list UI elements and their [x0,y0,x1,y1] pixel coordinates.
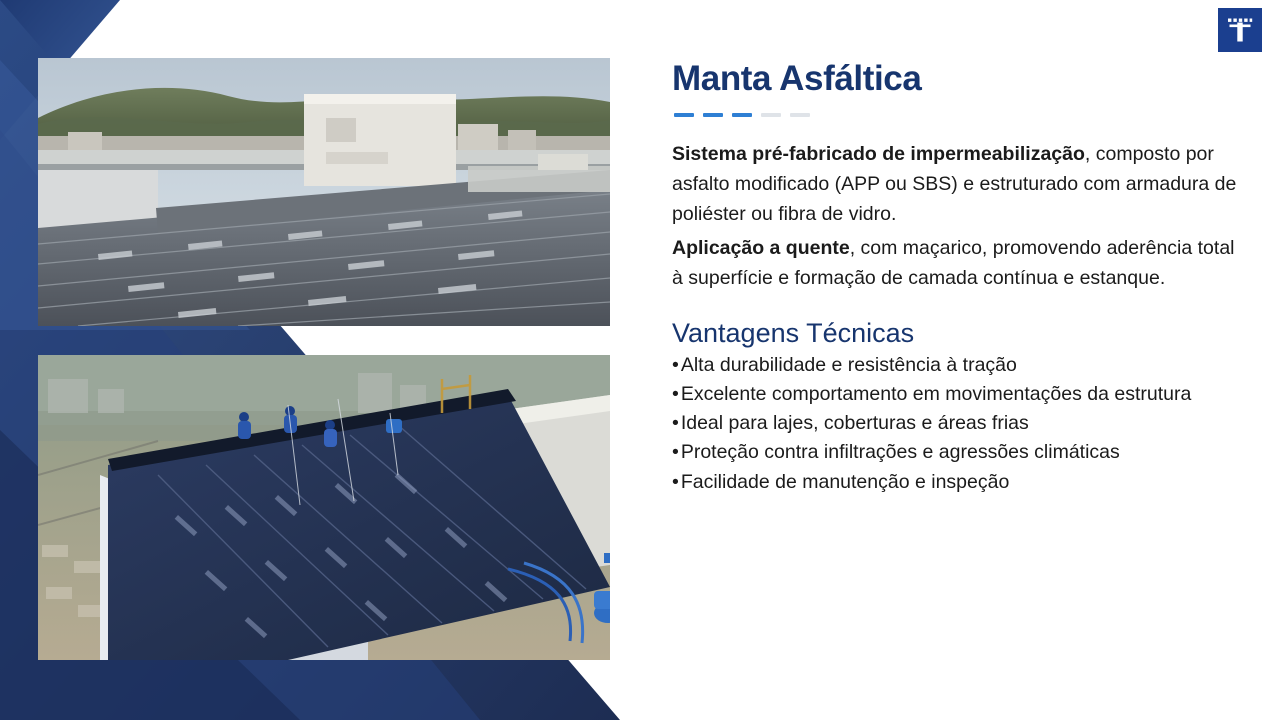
list-item: • Facilidade de manutenção e inspeção [672,468,1244,497]
slide-content [672,60,1244,497]
dash-3 [732,113,752,117]
photo-rooftop-waterproofing [38,58,610,326]
company-logo [1218,8,1262,52]
list-item: • Ideal para lajes, coberturas e áreas frias [672,409,1244,438]
description-2-rest: , com maçarico, promovendo aderência total à superfície e formação de camada contínua e estanque. [672,237,1235,290]
page-title: Manta Asfáltica [672,59,922,98]
title-underline-dashes [674,113,1244,117]
description-paragraph-1 [672,139,1244,230]
description-paragraph-2 [672,233,1244,293]
list-item: • Alta durabilidade e resistência à tração [672,351,1244,380]
list-item: • Excelente comportamento em movimentações da estrutura [672,380,1244,409]
description-2-bold: Aplicação a quente [672,237,850,260]
description-1-rest: , composto por asfalto modificado (APP ou SBS) e estruturado com armadura de poliéster ou fibra de vidro. [672,142,1237,225]
section-subtitle: Vantagens Técnicas [672,317,915,348]
dash-1 [674,113,694,117]
dash-2 [703,113,723,117]
dash-4 [761,113,781,117]
list-item: • Proteção contra infiltrações e agressões climáticas [672,438,1244,467]
photo-aerial-rooftop-crew [38,355,610,660]
advantages-list [672,351,1244,497]
description-1-bold: Sistema pré-fabricado de impermeabilização [672,142,1085,165]
dash-5 [790,113,810,117]
